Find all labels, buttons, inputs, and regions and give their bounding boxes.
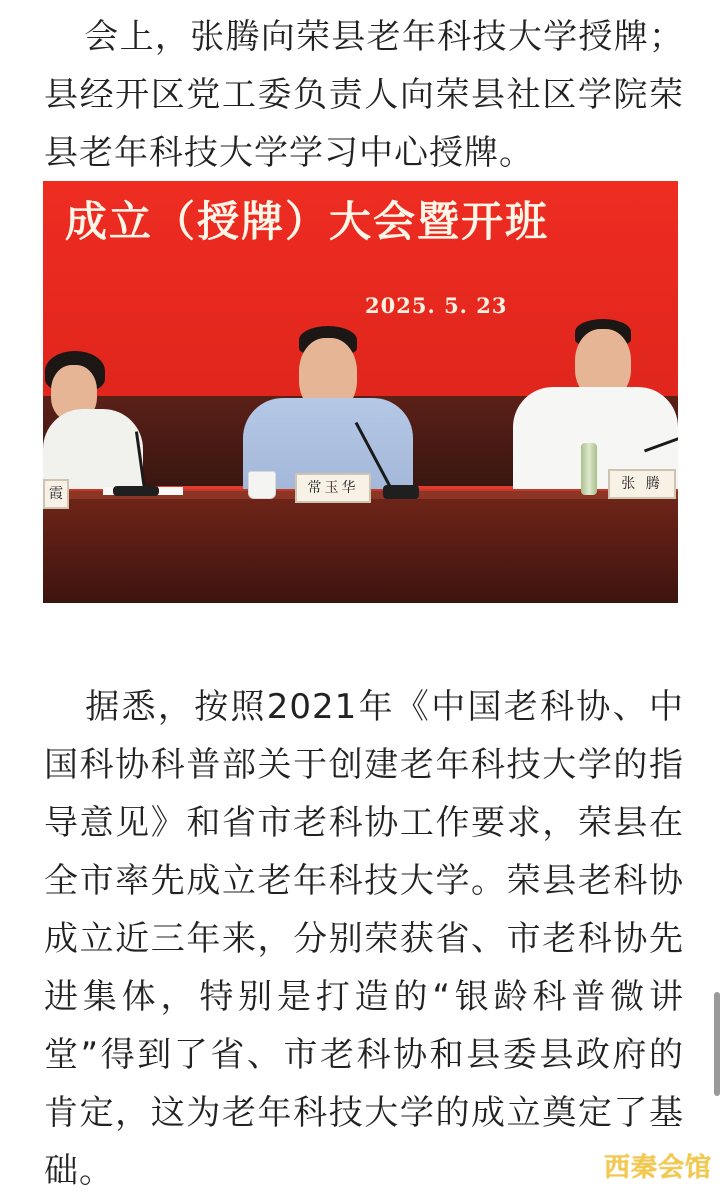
paragraph-1-text: 会上，张腾向荣县老年科技大学授牌；县经开区党工委负责人向荣县社区学院荣县老年科技大学学习中心授牌。 (44, 17, 684, 173)
meeting-photo (43, 181, 678, 603)
banner-title: 成立（授牌）大会暨开班 (65, 197, 550, 246)
scrollbar[interactable] (714, 992, 720, 1096)
water-bottle (581, 443, 597, 495)
microphone-left-base (113, 486, 159, 496)
microphone-center-base (383, 485, 419, 499)
paragraph-2-text: 据悉，按照2021年《中国老科协、中国科协科普部关于创建老年科技大学的指导意见》和省市老科协工作要求，荣县在全市率先成立老年科技大学。荣县老科协成立近三年来，分别荣获省、市老科协先进集体，特别是打造的“银龄科普微讲堂”得到了省、市老科协和县委县政府的肯定，这为老年科技大学的成立奠定了基础。 (44, 687, 684, 1191)
desk (43, 499, 678, 603)
nameplate-center: 常玉华 (295, 473, 371, 503)
teacup (248, 471, 276, 499)
nameplate-right: 张 腾 (608, 469, 676, 499)
nameplate-left: 霞 (43, 479, 69, 509)
article-paragraph-1 (44, 8, 684, 182)
banner-date: 2025. 5. 23 (365, 293, 508, 318)
article-paragraph-2 (44, 678, 684, 1200)
watermark-logo: 西秦会馆 (603, 1153, 712, 1183)
